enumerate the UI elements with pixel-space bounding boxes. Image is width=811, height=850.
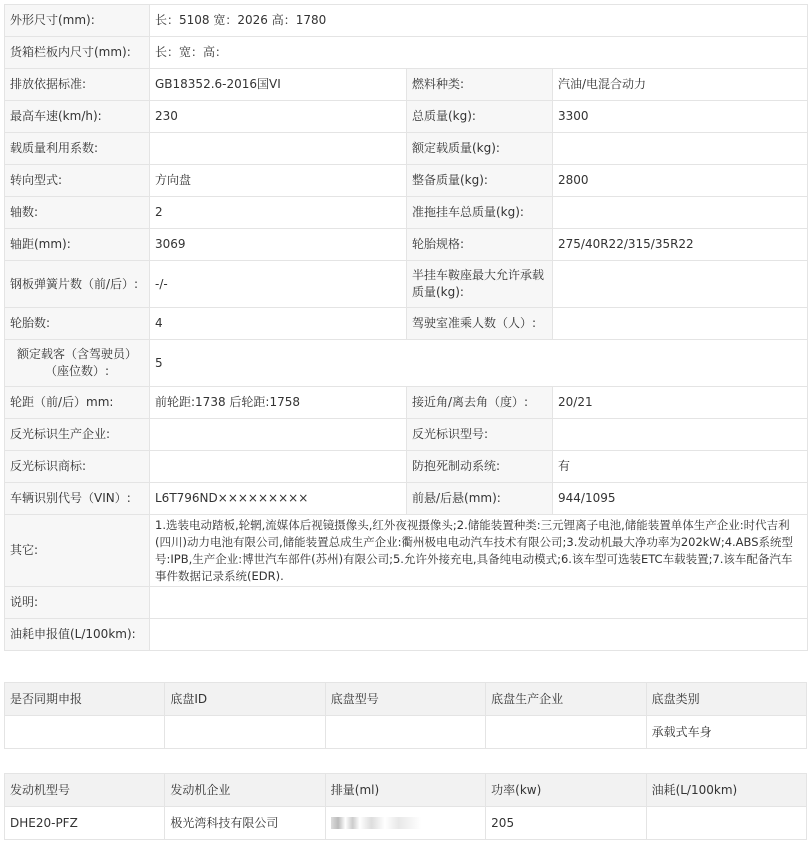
spec-row: [5, 165, 808, 197]
table-cell-redacted: [325, 807, 485, 840]
spec-label: 防抱死制动系统:: [407, 451, 553, 483]
spec-row: [5, 133, 808, 165]
spec-row: [5, 587, 808, 619]
table-cell: [5, 716, 165, 749]
table-row: [5, 807, 807, 840]
spec-label: 外形尺寸(mm):: [5, 5, 150, 37]
spec-value: GB18352.6-2016国VI: [150, 69, 407, 101]
spec-value: L6T796ND×××××××××: [150, 483, 407, 515]
spec-label: 额定载质量(kg):: [407, 133, 553, 165]
spec-row: [5, 229, 808, 261]
spec-label: 轮胎数:: [5, 308, 150, 340]
table-cell: [486, 716, 646, 749]
column-header: 油耗(L/100km): [646, 774, 806, 807]
spec-value: 3069: [150, 229, 407, 261]
column-header: 发动机型号: [5, 774, 165, 807]
spec-label: 最高车速(km/h):: [5, 101, 150, 133]
table-row: [5, 716, 807, 749]
spec-label: 反光标识型号:: [407, 419, 553, 451]
table-cell: DHE20-PFZ: [5, 807, 165, 840]
spec-value: 275/40R22/315/35R22: [553, 229, 808, 261]
spec-label: 燃料种类:: [407, 69, 553, 101]
spec-row: [5, 5, 808, 37]
spec-row: [5, 387, 808, 419]
spec-label: 前悬/后悬(mm):: [407, 483, 553, 515]
spec-row: [5, 451, 808, 483]
spec-label: 油耗申报值(L/100km):: [5, 619, 150, 651]
spec-value: [553, 197, 808, 229]
chassis-header-row: [5, 683, 807, 716]
spec-value: 方向盘: [150, 165, 407, 197]
spec-row: [5, 515, 808, 587]
spec-value: [553, 308, 808, 340]
redaction-blur: [331, 817, 421, 829]
spec-label: 其它:: [5, 515, 150, 587]
spec-value: 2800: [553, 165, 808, 197]
spec-value: 前轮距:1738 后轮距:1758: [150, 387, 407, 419]
table-cell: 205: [486, 807, 646, 840]
spec-value: [150, 451, 407, 483]
spec-label: 钢板弹簧片数（前/后）:: [5, 261, 150, 308]
spec-row: [5, 197, 808, 229]
spec-row: [5, 69, 808, 101]
spec-value: [553, 133, 808, 165]
spec-value: [553, 419, 808, 451]
column-header: 底盘生产企业: [486, 683, 646, 716]
column-header: 是否同期申报: [5, 683, 165, 716]
spec-value: [150, 587, 808, 619]
spec-value: [150, 133, 407, 165]
spec-label: 额定载客（含驾驶员）（座位数）:: [5, 340, 150, 387]
spec-row: [5, 619, 808, 651]
spec-value: 2: [150, 197, 407, 229]
spec-value: [150, 419, 407, 451]
spec-value: 长：宽：高：: [150, 37, 808, 69]
spec-value: 944/1095: [553, 483, 808, 515]
spec-label: 反光标识商标:: [5, 451, 150, 483]
spec-row: [5, 101, 808, 133]
engine-header-row: [5, 774, 807, 807]
spec-label: 总质量(kg):: [407, 101, 553, 133]
spec-label: 整备质量(kg):: [407, 165, 553, 197]
spec-row: [5, 308, 808, 340]
spec-value: 长：5108 宽：2026 高：1780: [150, 5, 808, 37]
spec-row: [5, 419, 808, 451]
spec-label: 货箱栏板内尺寸(mm):: [5, 37, 150, 69]
spec-label: 转向型式:: [5, 165, 150, 197]
column-header: 发动机企业: [165, 774, 325, 807]
spec-value: 4: [150, 308, 407, 340]
engine-table: [4, 773, 807, 840]
spec-label: 轮胎规格:: [407, 229, 553, 261]
table-cell: 极光湾科技有限公司: [165, 807, 325, 840]
column-header: 底盘ID: [165, 683, 325, 716]
spec-label: 轮距（前/后）mm:: [5, 387, 150, 419]
spec-label: 车辆识别代号（VIN）:: [5, 483, 150, 515]
spec-value: 20/21: [553, 387, 808, 419]
spec-value: -/-: [150, 261, 407, 308]
column-header: 功率(kw): [486, 774, 646, 807]
spec-label: 轴距(mm):: [5, 229, 150, 261]
spec-value: 230: [150, 101, 407, 133]
spec-table: [4, 4, 808, 651]
spec-value: [553, 261, 808, 308]
spec-label: 半挂车鞍座最大允许承载质量(kg):: [407, 261, 553, 308]
spec-label: 轴数:: [5, 197, 150, 229]
table-cell: 承载式车身: [646, 716, 806, 749]
spec-value: 3300: [553, 101, 808, 133]
column-header: 底盘类别: [646, 683, 806, 716]
spec-row: [5, 340, 808, 387]
spec-row: [5, 37, 808, 69]
chassis-table: [4, 682, 807, 749]
column-header: 排量(ml): [325, 774, 485, 807]
spec-label: 准拖挂车总质量(kg):: [407, 197, 553, 229]
table-cell: [165, 716, 325, 749]
table-cell: [325, 716, 485, 749]
spec-value: 5: [150, 340, 808, 387]
spec-row: [5, 483, 808, 515]
spec-label: 载质量利用系数:: [5, 133, 150, 165]
spec-value: 汽油/电混合动力: [553, 69, 808, 101]
spec-row: [5, 261, 808, 308]
spec-label: 接近角/离去角（度）:: [407, 387, 553, 419]
table-cell: [646, 807, 806, 840]
spec-value: 1.选装电动踏板,轮辋,流媒体后视镜摄像头,红外夜视摄像头;2.储能装置种类:三元锂离子电池,储能装置单体生产企业:时代吉利(四川)动力电池有限公司,储能装置总成生产企业:衢州极电电动汽车技术有限公司;3.发动机最大净功率为202kW;4.ABS系统型号:IPB,生产企业:博世汽车部件(苏州)有限公司;5.允许外接充电,具备纯电动模式;6.该车型可选装ETC车载装置;7.该车配备汽车事件数据记录系统(EDR).: [150, 515, 808, 587]
spec-value: 有: [553, 451, 808, 483]
spec-label: 排放依据标准:: [5, 69, 150, 101]
column-header: 底盘型号: [325, 683, 485, 716]
spec-label: 说明:: [5, 587, 150, 619]
spec-value: [150, 619, 808, 651]
spec-label: 驾驶室准乘人数（人）:: [407, 308, 553, 340]
spec-label: 反光标识生产企业:: [5, 419, 150, 451]
